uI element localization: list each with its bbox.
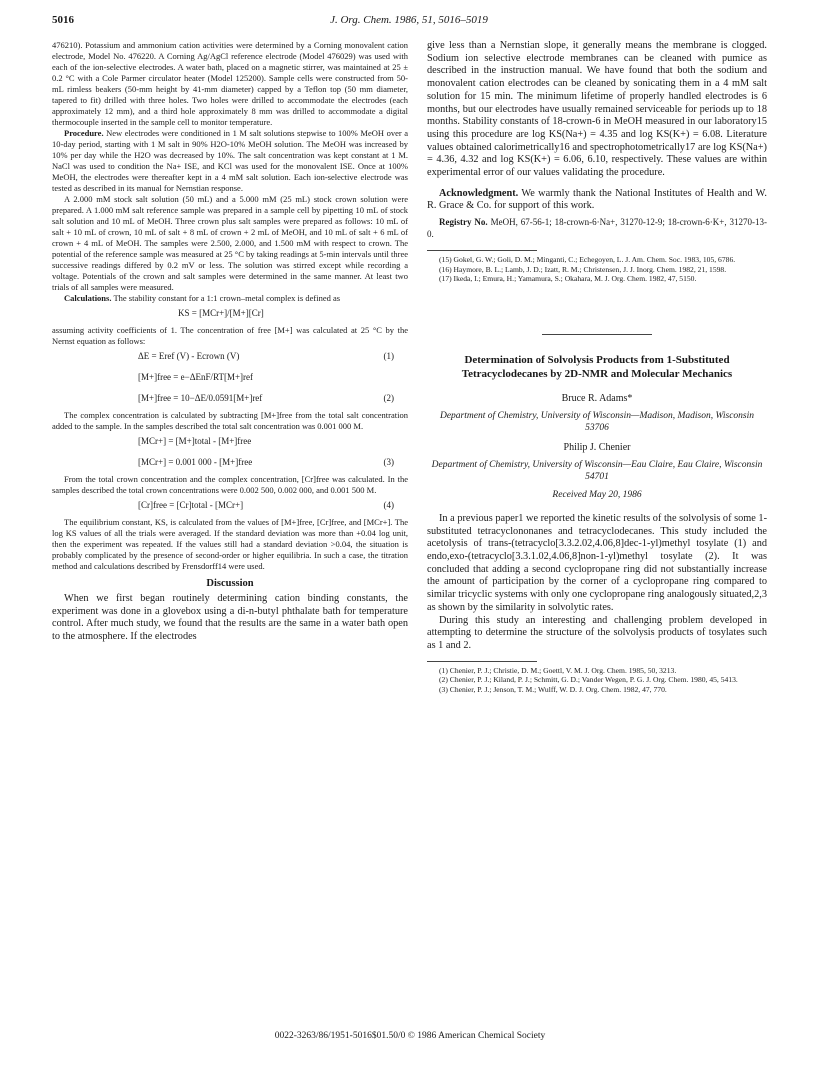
- paragraph-previous-paper: In a previous paper1 we reported the kinetic results of the solvolysis of some 1-substituted tetracyclononanes and tetracyclodecanes. This study included the acetolysis of trans-(tetracyclo[3.3.2.02,4.06,8]dec-1-yl)methyl tosylate (1) and endo,exo-(tetracyclo[3.3.1.02,4.06,8]non-1-yl)methyl tosylate (2). It was concluded that adding a second cyclopropane ring did not substantially increase the amount of participation by the corner of a cyclopropane ring compared to similar tricyclic systems with only one cyclopropane ring analogously situated,2,3 as shown by the similarity in solvolytic rates.: [427, 512, 767, 613]
- paragraph-stock-solutions: A 2.000 mM stock salt solution (50 mL) and a 5.000 mM (25 mL) stock crown solution were prepared. A 1.000 mM salt reference sample was prepared in a sample cell by pipetting 10 mL of stock salt solution and 10 mL of MeOH. Three crown plus salt samples were prepared as follows: 10 mL of salt + 10 mL of crown, 10 mL of salt + 8 mL of crown + 2 mL of MeOH, and 10 mL of salt + 6 mL of crown + 4 mL of MeOH. The samples were 2.500, 2.000, and 1.500 mM with respect to crown. The potential of the reference sample was measured at 25 °C by taking readings at 5-min intervals until three successive readings differed by 0.2 mV or less. The solution was stirred except while recording a voltage. Potentials of the crown and salt samples were determined in the same manner. At least two trials of all samples were measured.: [52, 194, 408, 292]
- equation-4-number: (4): [383, 500, 394, 510]
- affiliation-eau-claire: Department of Chemistry, University of Wisconsin—Eau Claire, Eau Claire, Wisconsin 54701: [431, 459, 763, 482]
- equation-3a: [52, 432, 408, 453]
- footnote-16: (16) Haymore, B. L.; Lamb, J. D.; Izatt, R. M.; Christensen, J. J. Inorg. Chem. 1982, 21, 1598.: [439, 264, 727, 274]
- footnote-1: (1) Chenier, P. J.; Christie, D. M.; Goettl, V. M. J. Org. Chem. 1985, 50, 3213.: [439, 665, 677, 675]
- equation-4-formula: [Cr]free = [Cr]total - [MCr+]: [138, 500, 244, 510]
- equation-4: [52, 496, 408, 517]
- equation-3-number: (3): [383, 457, 394, 467]
- registry-text: MeOH, 67-56-1; 18-crown-6·Na+, 31270-12-9; 18-crown-6·K+, 31270-13-0.: [427, 217, 767, 239]
- paragraph-procedure: [52, 128, 408, 194]
- equation-2-number: (2): [383, 393, 394, 403]
- paragraph-equilibrium: The equilibrium constant, KS, is calculated from the values of [M+]free, [Cr]free, and [MCr+]. The log KS values of all the trials were averaged. If the standard deviation was more than +0.04 log unit, then the experiment was repeated. If the values still had a standard deviation >0.04, the situation is probably complicated by the presence of second-order or higher equilibria. In such a case, the titration method and calculations described by Frensdorff14 were used.: [52, 517, 408, 571]
- discussion-heading: Discussion: [206, 578, 254, 589]
- right-column: [427, 40, 767, 694]
- equation-3: [52, 453, 408, 474]
- author-chenier: Philip J. Chenier: [563, 441, 631, 453]
- journal-citation: J. Org. Chem. 1986, 51, 5016–5019: [330, 14, 488, 26]
- page-number: 5016: [52, 14, 74, 26]
- equation-3-formula: [MCr+] = 0.001 000 - [M+]free: [138, 457, 253, 467]
- paragraph-acknowledgment: [427, 188, 767, 213]
- equation-1: [52, 347, 408, 368]
- paragraph-crown: From the total crown concentration and the complex concentration, [Cr]free was calculated. In the samples described the total crown concentrations were 0.002 500, 0.002 000, and 0.001 500 M.: [52, 474, 408, 495]
- paragraph-complex: The complex concentration is calculated by subtracting [M+]free from the total salt concentration added to the sample. In the samples described the total salt concentration was 0.001 000 M.: [52, 410, 408, 431]
- paragraph-activity: assuming activity coefficients of 1. The concentration of free [M+] was calculated at 25 °C by the Nernst equation as follows:: [52, 325, 408, 346]
- equation-1-number: (1): [383, 351, 394, 361]
- registry-heading: Registry No.: [439, 217, 488, 228]
- affiliation-madison: Department of Chemistry, University of Wisconsin—Madison, Madison, Wisconsin 53706: [439, 410, 754, 433]
- paragraph-electrodes: 476210). Potassium and ammonium cation activities were determined by a Corning monovalent cation electrode, Model No. 476220. A Corning Ag/AgCl reference electrode (Model 476029) was used with each of the ion-selective electrodes. A water bath, placed on a magnetic stirrer, was maintained at 25 ± 0.2 °C with a Cole Parmer circulator heater (Model 125200). Sample cells were constructed from 50-mL rimless beakers (50-mm height by 41-mm diameter) capped by a Teflon top (50 mm diameter, tapered to fit) drilled with three holes. Two holes were drilled to accommodate the electrodes (each approximately 12 mm), and a third hole approximately 8 mm was drilled to accommodate a digital thermocouple inserted in the sample cell to monitor temperature.: [52, 40, 408, 127]
- paragraph-registry: [427, 217, 767, 240]
- paragraph-nernstian: give less than a Nernstian slope, it generally means the membrane is clogged. Sodium ion selective electrode membranes can be cleaned with pumice as described in the instruction manual. We have found that both the sodium and monovalent cation electrodes can be cleaned by sonicating them in a 4 mM salt solution for 15 min. The minimum lifetime of properly handled electrodes is 6 months, but our electrodes have usually remained serviceable for periods up to 18 months. Stability constants of 18-crown-6 in MeOH measured in our laboratory15 using this procedure are log KS(Na+) = 4.35 and log KS(K+) = 6.08. Literature values obtained calorimetrically16 and spectrophotometrically17 are log KS(Na+) = 4.36, 4.32 and log KS(K+) = 6.06, 6.10, respectively. These values are within experimental error of our values validating the procedure.: [427, 40, 767, 179]
- calculations-text: The stability constant for a 1:1 crown–metal complex is defined as: [111, 293, 341, 303]
- acknowledgment-heading: Acknowledgment.: [439, 187, 519, 199]
- calculations-heading: Calculations.: [64, 293, 112, 303]
- acknowledgment-text: We warmly thank the National Institutes of Health and W. R. Grace & Co. for support of this work.: [427, 187, 767, 212]
- footnote-3: (3) Chenier, P. J.; Jenson, T. M.; Wulff, W. D. J. Org. Chem. 1982, 47, 770.: [439, 684, 667, 694]
- equation-1-formula: ΔE = Eref (V) - Ecrown (V): [138, 351, 240, 361]
- footnote-2: (2) Chenier, P. J.; Kiland, P. J.; Schmitt, G. D.; Vander Wegen, P. G. J. Org. Chem. 1980, 45, 5413.: [439, 675, 738, 685]
- footnote-rule: [427, 250, 537, 251]
- paragraph-during-study: During this study an interesting and challenging problem developed in attempting to determine the structure of the solvolysis products of tosylates such as 1 and 2.: [427, 614, 767, 651]
- article-title: Determination of Solvolysis Products from 1-Substituted Tetracyclodecanes by 2D-NMR and Molecular Mechanics: [461, 353, 733, 380]
- article-spacer: [427, 284, 767, 326]
- footnote-15: (15) Gokel, G. W.; Goli, D. M.; Minganti, C.; Echegoyen, L. J. Am. Chem. Soc. 1983, 105, 6786.: [439, 255, 736, 265]
- paragraph-calculations: [52, 293, 408, 304]
- equation-2: [52, 389, 408, 410]
- equation-ks: [52, 304, 408, 325]
- running-header: [52, 14, 766, 30]
- equation-2-formula: [M+]free = 10−ΔE/0.0591[M+]ref: [138, 393, 263, 403]
- author-adams: Bruce R. Adams*: [561, 392, 633, 404]
- procedure-text: New electrodes were conditioned in 1 M salt solutions stepwise to 100% MeOH over a 10-day period, starting with 1 M salt in 90% H2O-10% MeOH solution. The MeOH was increased by 10% per day while the H2O was decreased by 10%. The salt concentration was kept constant at 1 M. NaCl was used to condition the Na+ ISE, and KCl was used for the monovalent ISE. Once at 100% MeOH, the electrodes were thereafter kept in a 4 mM salt solution. Each ion-selective electrode was tested as described in its manual for Nernstian response.: [52, 128, 408, 193]
- title-spacer: [427, 343, 767, 353]
- footnote-rule-2: [427, 661, 537, 662]
- equation-3a-formula: [MCr+] = [M+]total - [M+]free: [138, 436, 252, 446]
- equation-1b-formula: [M+]free = e−ΔEnF/RT[M+]ref: [138, 372, 254, 382]
- equation-ks-formula: KS = [MCr+]/[M+][Cr]: [178, 308, 264, 318]
- equation-1b: [52, 368, 408, 389]
- footnote-17: (17) Ikeda, I.; Emura, H.; Yamamura, S.; Okahara, M. J. Org. Chem. 1982, 47, 5150.: [439, 274, 697, 284]
- left-column: [52, 40, 408, 644]
- paragraph-discussion: When we first began routinely determining cation binding constants, the experiment was done in a glovebox using a di-n-butyl phthalate bath for temperature control. After much study, we found that the results are the same in a water bath open to the atmosphere. If the electrodes: [52, 593, 408, 643]
- article-separator: [542, 334, 652, 335]
- received-date: Received May 20, 1986: [552, 489, 642, 500]
- copyright-footer: 0022-3263/86/1951-5016$01.50/0 © 1986 American Chemical Society: [274, 1031, 546, 1041]
- procedure-heading: Procedure.: [64, 128, 104, 138]
